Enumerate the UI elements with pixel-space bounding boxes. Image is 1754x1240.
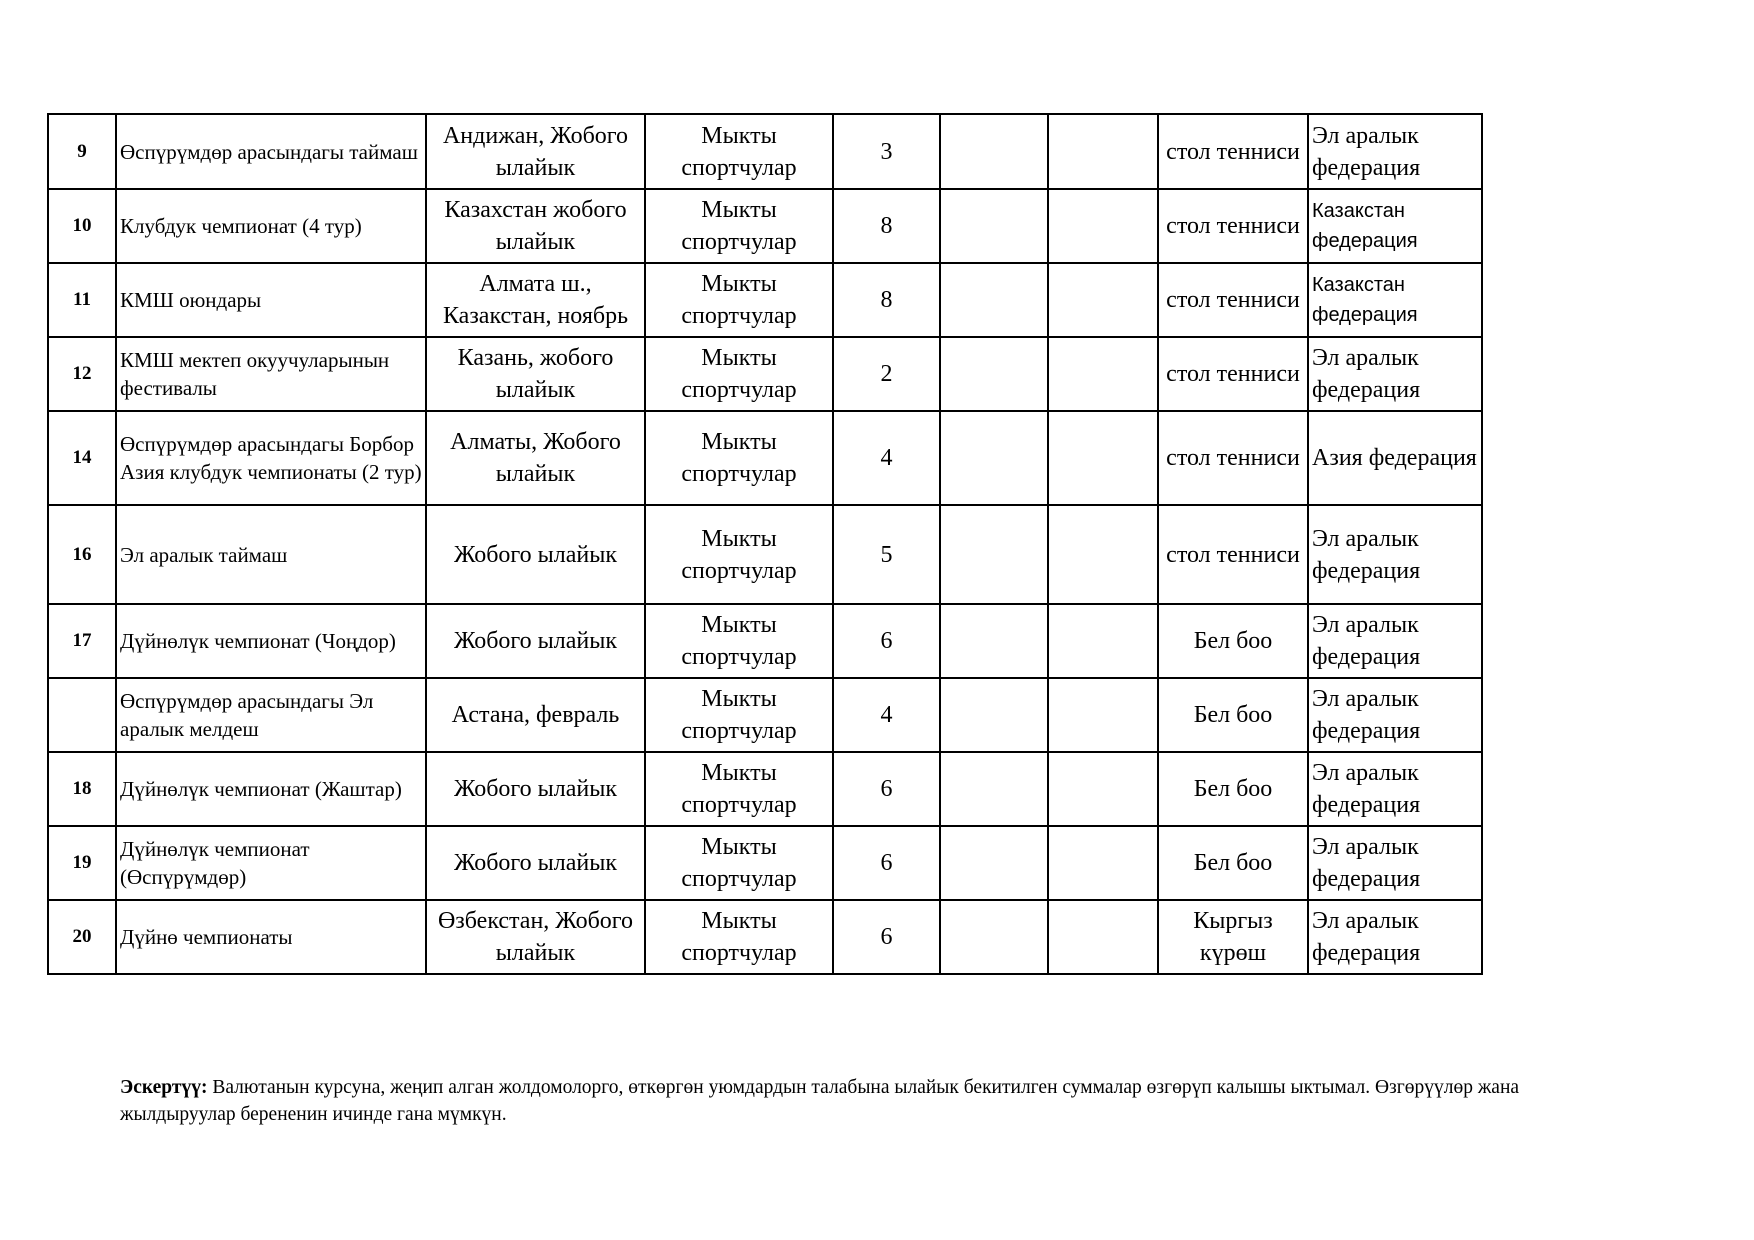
sport-type: стол тенниси [1166, 287, 1300, 313]
empty-cell-cell [940, 189, 1048, 263]
event-place: Алматы, Жобого ылайык [450, 429, 621, 487]
row-number-cell [48, 678, 116, 752]
sport-type: стол тенниси [1166, 445, 1300, 471]
organizer-cell [1308, 263, 1482, 337]
empty-cell-cell [1048, 114, 1158, 189]
event-place-cell [426, 505, 645, 604]
row-number: 10 [72, 215, 92, 236]
sport-type: Бел боо [1193, 702, 1273, 728]
schedule-table-body [48, 114, 1482, 974]
participant-count: 3 [880, 138, 893, 165]
event-name-cell [116, 189, 426, 263]
event-place-cell [426, 411, 645, 505]
row-number-cell [48, 752, 116, 826]
empty-cell-cell [1048, 604, 1158, 678]
empty-cell-cell [1048, 337, 1158, 411]
participant-count-cell [833, 505, 940, 604]
row-number: 12 [72, 363, 92, 384]
participant-count: 2 [880, 361, 893, 387]
event-place-cell [426, 604, 645, 678]
sport-type-cell [1158, 114, 1308, 189]
sport-type: Бел боо [1193, 850, 1273, 876]
participants: Мыкты спортчулар [681, 429, 797, 487]
participants: Мыкты спортчулар [681, 271, 797, 329]
row-number-cell [48, 505, 116, 604]
sport-type: стол тенниси [1166, 213, 1300, 239]
organizer-cell [1308, 114, 1482, 189]
participant-count: 6 [880, 628, 893, 654]
footnote-text: Валютанын курсуна, жеңип алган жолдомолорго, өткөргөн уюмдардын талабына ылайык бекитилген суммалар өзгөрүп калышы ыктымал. Өзгөрүүлөр жана жылдыруулар берененин ичинде гана мүмкүн. [120, 1077, 1520, 1125]
table-row [48, 189, 1482, 263]
participant-count-cell [833, 752, 940, 826]
table-row [48, 337, 1482, 411]
event-place: Жобого ылайык [453, 628, 618, 654]
sport-type: стол тенниси [1166, 541, 1300, 568]
row-number: 14 [72, 447, 92, 468]
participant-count-cell [833, 263, 940, 337]
organizer: Эл аралык федерация [1312, 122, 1421, 181]
row-number-cell [48, 604, 116, 678]
participants: Мыкты спортчулар [681, 122, 797, 181]
event-place-cell [426, 900, 645, 974]
event-place: Казань, жобого ылайык [457, 345, 614, 403]
event-place-cell [426, 114, 645, 189]
row-number: 19 [72, 852, 92, 873]
organizer: Азия федерация [1312, 445, 1477, 471]
participant-count: 6 [880, 924, 893, 950]
event-name-cell [116, 505, 426, 604]
empty-cell-cell [940, 337, 1048, 411]
event-name: Эл аралык таймаш [120, 542, 288, 567]
empty-cell-cell [940, 411, 1048, 505]
organizer: Эл аралык федерация [1312, 686, 1421, 744]
organizer: Эл аралык федерация [1312, 760, 1421, 818]
event-place-cell [426, 263, 645, 337]
participants-cell [645, 189, 833, 263]
table-row [48, 900, 1482, 974]
participants: Мыкты спортчулар [681, 345, 797, 403]
event-name: Өспүрүмдөр арасындагы таймаш [120, 139, 418, 164]
organizer-cell [1308, 189, 1482, 263]
participants-cell [645, 900, 833, 974]
organizer-cell [1308, 604, 1482, 678]
participant-count-cell [833, 678, 940, 752]
sport-type: Кыргыз күрөш [1193, 908, 1273, 966]
sport-type-cell [1158, 826, 1308, 900]
event-name-cell [116, 900, 426, 974]
row-number-cell [48, 826, 116, 900]
participant-count-cell [833, 114, 940, 189]
event-place-cell [426, 752, 645, 826]
participant-count: 5 [880, 541, 893, 568]
row-number: 9 [77, 140, 87, 162]
participant-count-cell [833, 826, 940, 900]
sport-type-cell [1158, 411, 1308, 505]
sport-type-cell [1158, 189, 1308, 263]
event-place-cell [426, 678, 645, 752]
participants: Мыкты спортчулар [681, 525, 797, 584]
row-number-cell [48, 337, 116, 411]
participant-count-cell [833, 411, 940, 505]
participants: Мыкты спортчулар [681, 197, 797, 255]
row-number: 16 [72, 543, 92, 565]
event-name: Дүйнөлүк чемпионат (Жаштар) [120, 777, 402, 801]
empty-cell-cell [1048, 826, 1158, 900]
event-name: Өспүрүмдөр арасындагы Борбор Азия клубдук чемпионаты (2 тур) [120, 432, 422, 484]
sport-type: Бел боо [1193, 776, 1273, 802]
organizer-cell [1308, 505, 1482, 604]
row-number-cell [48, 411, 116, 505]
event-place-cell [426, 189, 645, 263]
participant-count-cell [833, 337, 940, 411]
event-name: Дүйнө чемпионаты [120, 925, 293, 949]
sport-type-cell [1158, 505, 1308, 604]
organizer-cell [1308, 678, 1482, 752]
empty-cell-cell [940, 678, 1048, 752]
row-number-cell [48, 900, 116, 974]
organizer-cell [1308, 826, 1482, 900]
row-number-cell [48, 189, 116, 263]
event-name-cell [116, 604, 426, 678]
participant-count-cell [833, 604, 940, 678]
event-place-cell [426, 826, 645, 900]
organizer: Эл аралык федерация [1312, 525, 1421, 584]
table-row [48, 411, 1482, 505]
organizer: Эл аралык федерация [1312, 612, 1421, 670]
participant-count: 8 [880, 287, 893, 313]
empty-cell-cell [940, 604, 1048, 678]
event-name: КМШ оюндары [120, 288, 262, 312]
participants-cell [645, 752, 833, 826]
footnote [120, 1074, 1520, 1128]
event-place: Алмата ш., Казакстан, ноябрь [442, 271, 629, 329]
sport-type-cell [1158, 604, 1308, 678]
participants-cell [645, 411, 833, 505]
event-place: Андижан, Жобого ылайык [442, 122, 629, 181]
participant-count: 6 [880, 776, 893, 802]
row-number-cell [48, 263, 116, 337]
empty-cell-cell [940, 505, 1048, 604]
event-name: Өспүрүмдөр арасындагы Эл аралык мелдеш [120, 689, 374, 741]
organizer: Казакстан федерация [1312, 200, 1418, 252]
participants-cell [645, 505, 833, 604]
event-place: Жобого ылайык [453, 776, 618, 802]
event-place: Жобого ылайык [453, 850, 618, 876]
event-place: Өзбекстан, Жобого ылайык [437, 908, 634, 966]
participant-count-cell [833, 900, 940, 974]
organizer: Казакстан федерация [1312, 274, 1418, 326]
organizer: Эл аралык федерация [1312, 345, 1421, 403]
row-number: 18 [72, 778, 92, 799]
empty-cell-cell [1048, 189, 1158, 263]
organizer-cell [1308, 337, 1482, 411]
sport-type: стол тенниси [1166, 361, 1300, 387]
event-name: Клубдук чемпионат (4 тур) [120, 214, 362, 238]
sport-type-cell [1158, 337, 1308, 411]
empty-cell-cell [940, 114, 1048, 189]
schedule-table [47, 113, 1483, 975]
event-name-cell [116, 411, 426, 505]
participant-count-cell [833, 189, 940, 263]
event-name: Дүйнөлүк чемпионат (Өспүрүмдөр) [120, 837, 310, 889]
empty-cell-cell [940, 900, 1048, 974]
row-number-cell [48, 114, 116, 189]
event-name-cell [116, 263, 426, 337]
participants-cell [645, 114, 833, 189]
row-number: 20 [72, 926, 92, 947]
empty-cell-cell [1048, 411, 1158, 505]
empty-cell-cell [1048, 505, 1158, 604]
empty-cell-cell [940, 263, 1048, 337]
participant-count: 4 [880, 445, 893, 471]
row-number: 11 [73, 289, 91, 310]
sport-type-cell [1158, 900, 1308, 974]
footnote-label: Эскертүү: [120, 1077, 208, 1098]
participants: Мыкты спортчулар [681, 908, 797, 966]
participants-cell [645, 826, 833, 900]
table-row [48, 505, 1482, 604]
organizer-cell [1308, 411, 1482, 505]
participants-cell [645, 337, 833, 411]
event-place: Астана, февраль [451, 702, 620, 728]
participants-cell [645, 678, 833, 752]
sport-type-cell [1158, 263, 1308, 337]
empty-cell-cell [1048, 263, 1158, 337]
empty-cell-cell [1048, 900, 1158, 974]
table-row [48, 263, 1482, 337]
participants: Мыкты спортчулар [681, 834, 797, 892]
organizer: Эл аралык федерация [1312, 908, 1421, 966]
event-place-cell [426, 337, 645, 411]
event-name-cell [116, 678, 426, 752]
sport-type: стол тенниси [1166, 138, 1300, 165]
event-place: Казахстан жобого ылайык [444, 197, 627, 255]
sport-type-cell [1158, 678, 1308, 752]
table-row [48, 826, 1482, 900]
event-place: Жобого ылайык [453, 541, 618, 568]
sport-type: Бел боо [1193, 628, 1273, 654]
participants-cell [645, 263, 833, 337]
participants: Мыкты спортчулар [681, 686, 797, 744]
event-name-cell [116, 337, 426, 411]
organizer: Эл аралык федерация [1312, 834, 1421, 892]
empty-cell-cell [1048, 752, 1158, 826]
table-row [48, 604, 1482, 678]
row-number: 17 [72, 630, 92, 651]
empty-cell-cell [940, 752, 1048, 826]
table-row [48, 678, 1482, 752]
participants: Мыкты спортчулар [681, 612, 797, 670]
participants-cell [645, 604, 833, 678]
event-name-cell [116, 826, 426, 900]
event-name: КМШ мектеп окуучуларынын фестивалы [120, 348, 390, 400]
event-name: Дүйнөлүк чемпионат (Чоңдор) [120, 629, 396, 653]
event-name-cell [116, 114, 426, 189]
table-row [48, 114, 1482, 189]
participant-count: 4 [880, 702, 893, 728]
organizer-cell [1308, 752, 1482, 826]
event-name-cell [116, 752, 426, 826]
participant-count: 8 [880, 213, 893, 239]
sport-type-cell [1158, 752, 1308, 826]
table-row [48, 752, 1482, 826]
participants: Мыкты спортчулар [681, 760, 797, 818]
empty-cell-cell [1048, 678, 1158, 752]
empty-cell-cell [940, 826, 1048, 900]
organizer-cell [1308, 900, 1482, 974]
participant-count: 6 [880, 850, 893, 876]
